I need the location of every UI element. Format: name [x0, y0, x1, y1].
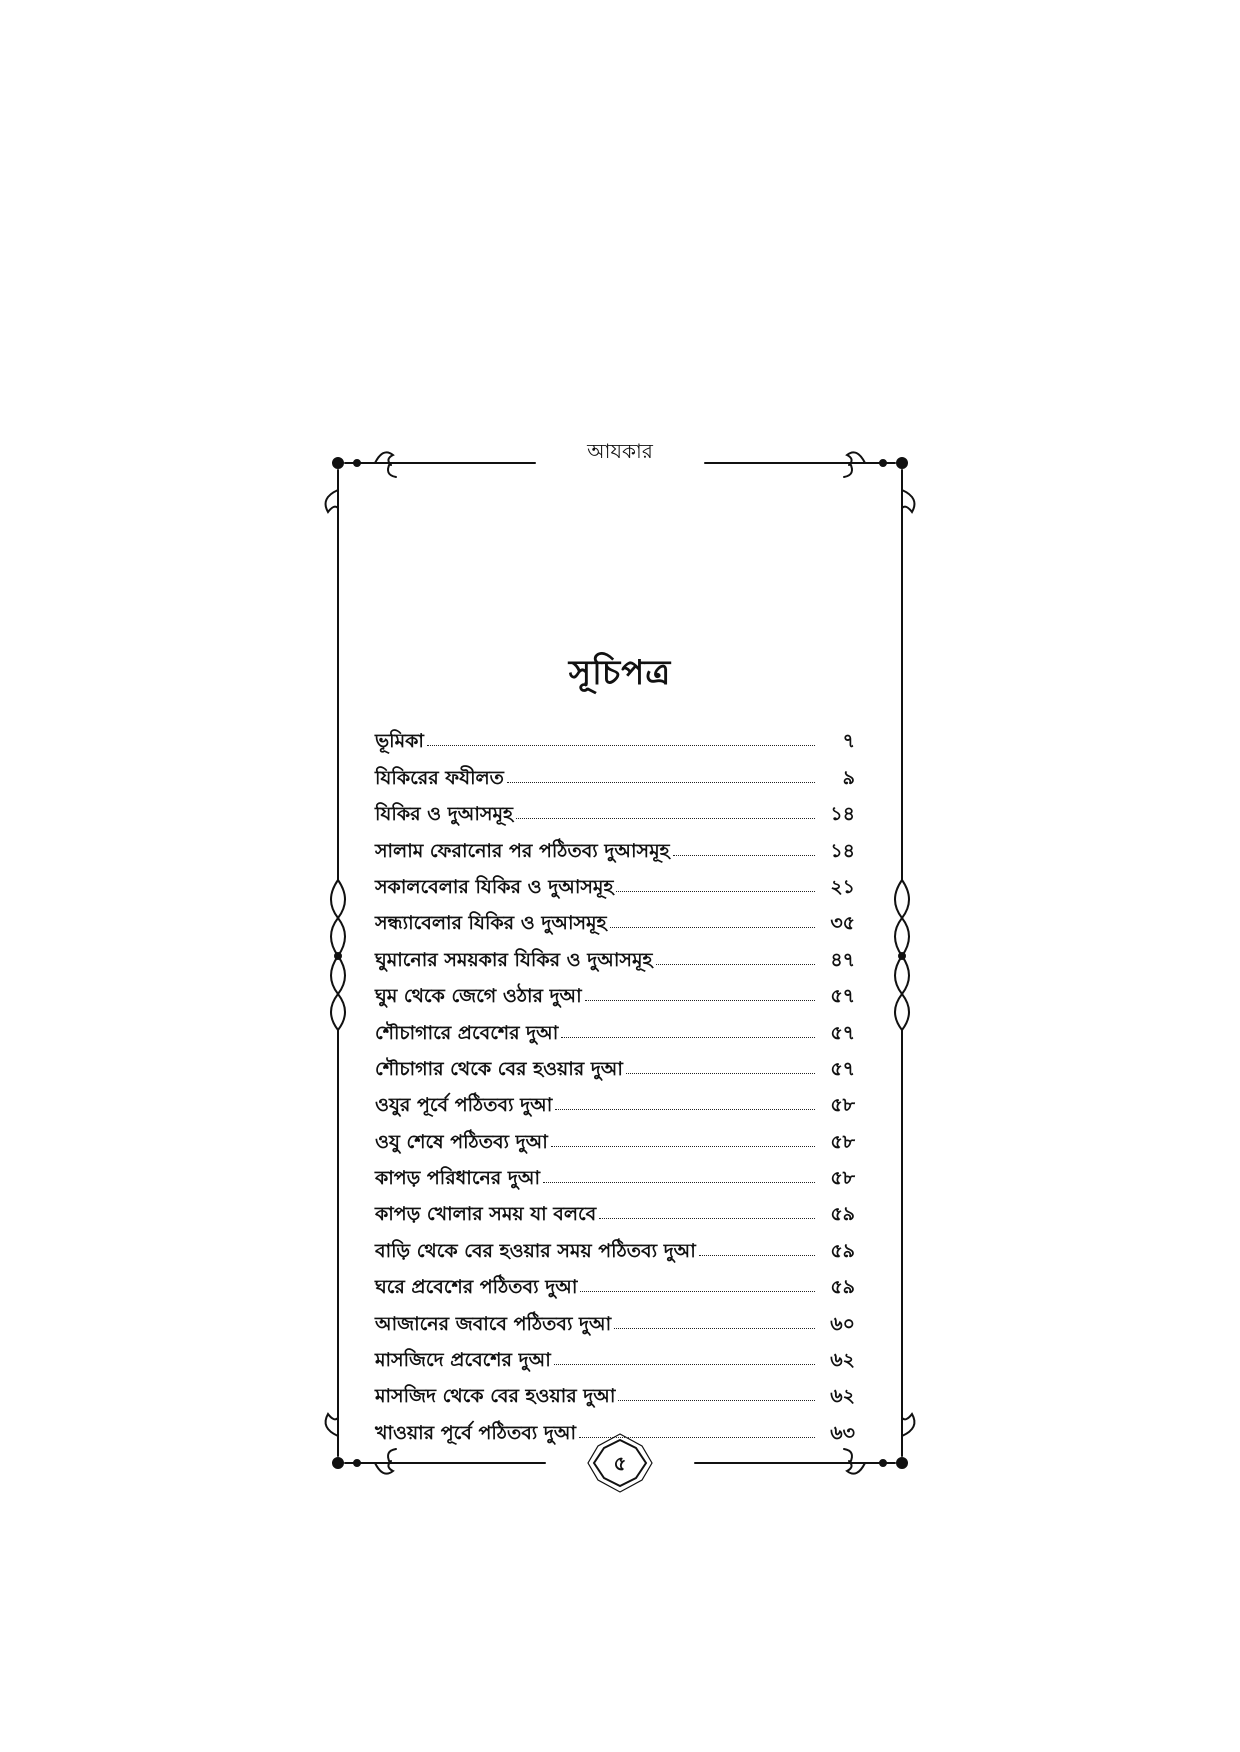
toc-entry-page: ৬৩ [830, 1421, 855, 1444]
toc-entry-page: ৫৮ [830, 1130, 855, 1153]
toc-entry-page: ৬২ [830, 1349, 855, 1372]
toc-entry-title: ভূমিকা [375, 730, 424, 753]
page-number: ৫ [613, 1451, 627, 1475]
toc-entry [375, 1046, 855, 1082]
toc-entry [375, 973, 855, 1009]
dot-leader [507, 782, 815, 783]
table-of-contents [375, 718, 855, 1446]
dot-leader [616, 891, 815, 892]
toc-entry [375, 1082, 855, 1118]
right-border [895, 470, 914, 1456]
toc-entry-title: ঘুমানোর সময়কার যিকির ও দুআসমূহ [375, 948, 653, 971]
toc-entry-page: ৫৭ [830, 985, 855, 1008]
toc-entry-page: ৬২ [830, 1385, 855, 1408]
dot-leader [580, 1291, 815, 1292]
dot-leader [561, 1037, 815, 1038]
toc-entry [375, 1191, 855, 1227]
dot-leader [585, 1000, 815, 1001]
toc-entry-title: সন্ধ্যাবেলার যিকির ও দুআসমূহ [375, 912, 607, 935]
toc-entry-page: ৫৭ [830, 1057, 855, 1080]
toc-entry-page: ৫৯ [830, 1276, 855, 1299]
toc-entry [375, 936, 855, 972]
toc-entry [375, 754, 855, 790]
toc-entry-page: ৭ [842, 730, 855, 753]
toc-entry-page: ৯ [842, 766, 855, 789]
toc-entry-page: ৫৯ [830, 1203, 855, 1226]
toc-entry [375, 718, 855, 754]
toc-entry-title: সালাম ফেরানোর পর পঠিতব্য দুআসমূহ [375, 839, 670, 862]
dot-leader [579, 1437, 815, 1438]
toc-entry-title: শৌচাগার থেকে বের হওয়ার দুআ [375, 1057, 623, 1080]
running-head: আযকার [587, 439, 653, 463]
toc-entry-title: শৌচাগারে প্রবেশের দুআ [375, 1021, 559, 1044]
toc-entry-title: ঘরে প্রবেশের পঠিতব্য দুআ [375, 1276, 578, 1299]
dot-leader [614, 1328, 815, 1329]
dot-leader [599, 1218, 815, 1219]
toc-entry [375, 864, 855, 900]
dot-leader [427, 745, 815, 746]
toc-entry-page: ১৪ [830, 803, 855, 826]
toc-entry-title: ওযুর পূর্বে পঠিতব্য দুআ [375, 1094, 553, 1117]
toc-entry-page: ৫৮ [830, 1167, 855, 1190]
left-border [326, 470, 345, 1456]
toc-entry [375, 1337, 855, 1373]
dot-leader [610, 927, 815, 928]
toc-entry [375, 1300, 855, 1336]
dot-leader [554, 1364, 815, 1365]
toc-entry [375, 900, 855, 936]
toc-entry-page: ৩৫ [830, 912, 855, 935]
toc-entry [375, 1409, 855, 1445]
toc-entry-page: ৪৭ [830, 948, 855, 971]
dot-leader [618, 1400, 815, 1401]
dot-leader [551, 1146, 815, 1147]
toc-entry [375, 1155, 855, 1191]
toc-entry-title: আজানের জবাবে পঠিতব্য দুআ [375, 1312, 612, 1335]
toc-entry-title: ঘুম থেকে জেগে ওঠার দুআ [375, 985, 582, 1008]
toc-entry [375, 1373, 855, 1409]
toc-entry-title: বাড়ি থেকে বের হওয়ার সময় পঠিতব্য দুআ [375, 1239, 696, 1262]
toc-entry [375, 827, 855, 863]
toc-entry-page: ৫৮ [830, 1094, 855, 1117]
toc-entry-page: ২১ [830, 875, 855, 898]
toc-entry-title: ওযু শেষে পঠিতব্য দুআ [375, 1130, 548, 1153]
toc-entry-page: ১৪ [830, 839, 855, 862]
toc-entry-page: ৬০ [830, 1312, 855, 1335]
toc-entry-title: খাওয়ার পূর্বে পঠিতব্য দুআ [375, 1421, 577, 1444]
dot-leader [555, 1109, 815, 1110]
dot-leader [543, 1182, 815, 1183]
toc-entry [375, 1264, 855, 1300]
toc-entry-title: মাসজিদ থেকে বের হওয়ার দুআ [375, 1385, 616, 1408]
toc-entry-title: যিকিরের ফযীলত [375, 766, 504, 789]
toc-entry-title: মাসজিদে প্রবেশের দুআ [375, 1349, 551, 1372]
toc-entry-title: সকালবেলার যিকির ও দুআসমূহ [375, 875, 614, 898]
toc-entry-title: যিকির ও দুআসমূহ [375, 803, 514, 826]
toc-entry-title: কাপড় খোলার সময় যা বলবে [375, 1203, 597, 1226]
dot-leader [699, 1255, 815, 1256]
toc-entry-page: ৫৯ [830, 1239, 855, 1262]
toc-entry [375, 1118, 855, 1154]
dot-leader [656, 964, 815, 965]
toc-entry [375, 1227, 855, 1263]
dot-leader [673, 855, 815, 856]
toc-title: সূচিপত্র [568, 653, 672, 693]
dot-leader [626, 1073, 815, 1074]
toc-entry-title: কাপড় পরিধানের দুআ [375, 1167, 541, 1190]
toc-entry [375, 791, 855, 827]
toc-entry [375, 1009, 855, 1045]
toc-entry-page: ৫৭ [830, 1021, 855, 1044]
dot-leader [516, 818, 815, 819]
